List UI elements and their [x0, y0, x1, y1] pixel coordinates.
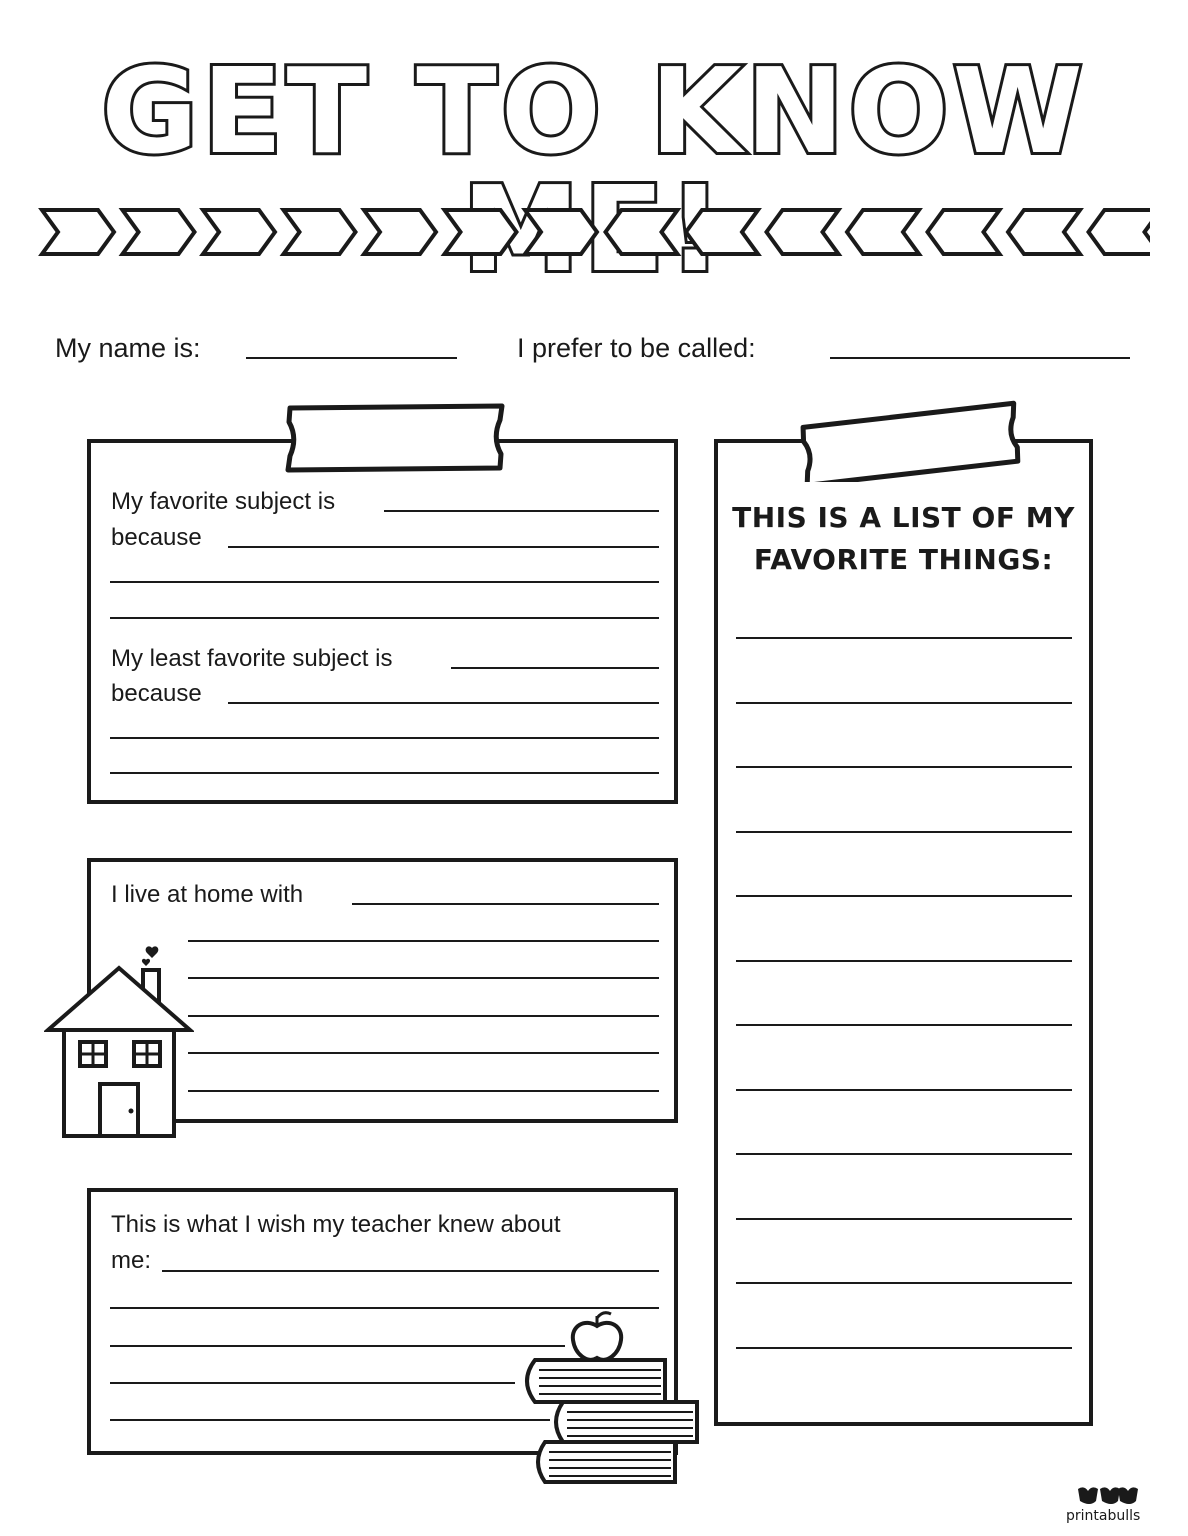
favorite-thing-line[interactable]: [736, 1347, 1072, 1349]
chevron-shape: [1008, 210, 1080, 254]
teacher-wish-label: This is what I wish my teacher knew about: [111, 1211, 561, 1238]
answer-line[interactable]: [110, 1419, 550, 1421]
because-label: because: [111, 680, 202, 707]
favorite-thing-line[interactable]: [736, 1282, 1072, 1284]
chevron-shape: [445, 210, 517, 254]
answer-line[interactable]: [110, 772, 659, 774]
favorite-thing-line[interactable]: [736, 1153, 1072, 1155]
favorite-thing-line[interactable]: [736, 702, 1072, 704]
answer-line[interactable]: [188, 1052, 659, 1054]
answer-line[interactable]: [110, 1382, 515, 1384]
favorite-thing-line[interactable]: [736, 766, 1072, 768]
least-favorite-subject-field[interactable]: [451, 667, 659, 669]
chevron-shape: [123, 210, 195, 254]
answer-line[interactable]: [188, 1090, 659, 1092]
favorite-thing-line[interactable]: [736, 1218, 1072, 1220]
favorite-subject-label: My favorite subject is: [111, 488, 336, 515]
favorite-thing-line[interactable]: [736, 831, 1072, 833]
answer-line[interactable]: [110, 617, 659, 619]
name-label: My name is:: [55, 333, 201, 363]
answer-line[interactable]: [188, 1015, 659, 1017]
least-favorite-subject-label: My least favorite subject is: [111, 645, 393, 672]
house-icon: [44, 940, 194, 1140]
favorite-thing-line[interactable]: [736, 960, 1072, 962]
chevron-shape: [1089, 210, 1151, 254]
favorites-heading-2: FAVORITE THINGS:: [753, 543, 1054, 576]
books-apple-icon: [515, 1310, 705, 1492]
tape-icon: [280, 402, 510, 474]
name-field[interactable]: [246, 357, 457, 359]
chevron-shape: [525, 210, 597, 254]
chevron-shape: [606, 210, 678, 254]
favorites-heading-1: THIS IS A LIST OF MY: [732, 501, 1075, 534]
chevron-shape: [767, 210, 839, 254]
chevron-shape: [364, 210, 436, 254]
tape-icon: [795, 398, 1031, 482]
chevron-shape: [203, 210, 275, 254]
chevron-shape: [928, 210, 1000, 254]
favorite-thing-line[interactable]: [736, 1089, 1072, 1091]
favorites-panel: [714, 439, 1093, 1426]
answer-line[interactable]: [110, 1345, 565, 1347]
answer-line[interactable]: [110, 737, 659, 739]
answer-line[interactable]: [228, 546, 659, 548]
answer-line[interactable]: [188, 977, 659, 979]
teacher-wish-label-2: me:: [111, 1247, 152, 1274]
chevron-shape: [686, 210, 758, 254]
favorite-subject-field[interactable]: [384, 510, 659, 512]
favorite-thing-line[interactable]: [736, 637, 1072, 639]
preferred-name-label: I prefer to be called:: [517, 333, 756, 363]
chevron-shape: [284, 210, 356, 254]
answer-line[interactable]: [188, 940, 659, 942]
answer-line[interactable]: [352, 903, 659, 905]
favorite-thing-line[interactable]: [736, 1024, 1072, 1026]
chevron-shape: [42, 210, 114, 254]
bull-logo-icon: [1074, 1485, 1140, 1507]
chevron-shape: [847, 210, 919, 254]
preferred-name-field[interactable]: [830, 357, 1130, 359]
answer-line[interactable]: [110, 581, 659, 583]
answer-line[interactable]: [162, 1270, 659, 1272]
page-title: GET TO KNOW: [101, 42, 1087, 180]
because-label: because: [111, 524, 202, 551]
brand-text: printabulls: [1066, 1508, 1141, 1524]
favorite-thing-line[interactable]: [736, 895, 1072, 897]
home-label: I live at home with: [111, 881, 304, 908]
chevron-border: [38, 206, 1150, 258]
answer-line[interactable]: [228, 702, 659, 704]
answer-line[interactable]: [110, 1307, 659, 1309]
